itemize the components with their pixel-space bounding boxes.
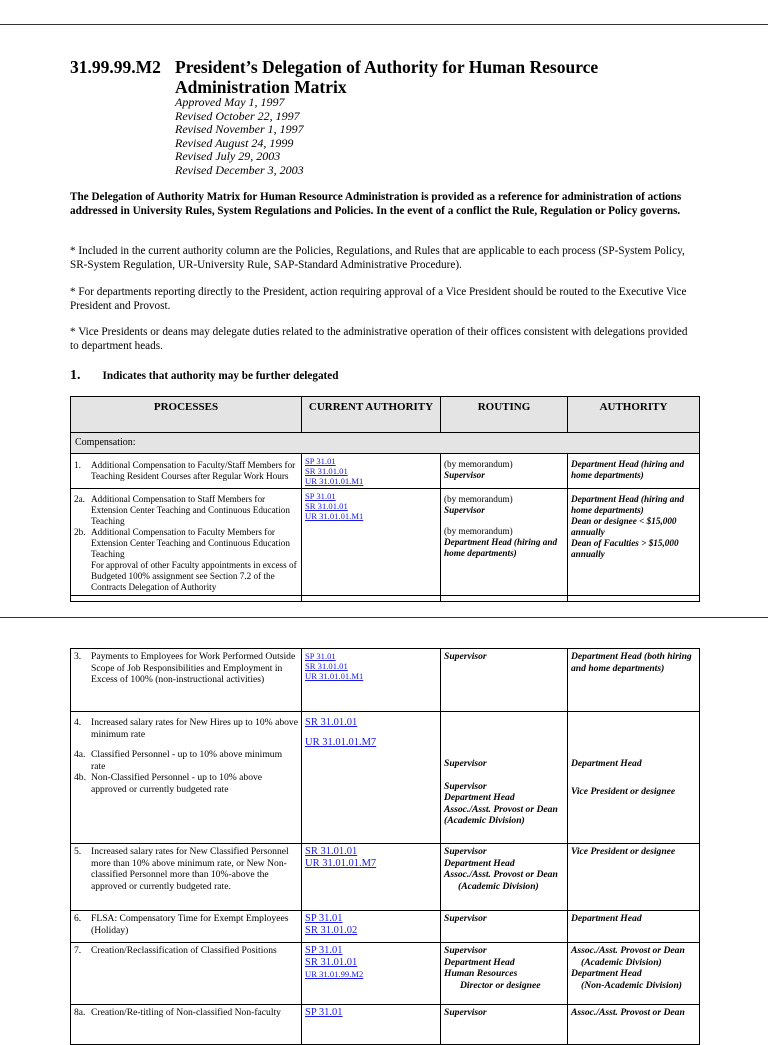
policy-link[interactable]: SP 31.01: [305, 1007, 343, 1018]
routing-text: (by memorandum): [444, 459, 513, 469]
routing-text: Supervisor: [444, 470, 485, 480]
note-authority-column: * Included in the current authority column are the Policies, Regulations, and Rules that are applicable to each process (SP-System Policy, SR-System Regulation, UR-University Rule, SAP-Standard Administrative Procedure).: [70, 245, 685, 271]
authority-text: Department Head: [571, 913, 642, 924]
policy-link[interactable]: UR 31.01.99.M2: [305, 969, 364, 979]
process-note: For approval of other Faculty appointments in excess of Budgeted 100% assignment see Section 7.2 of the Contracts Delegation of Authority: [91, 560, 297, 592]
date-line: Revised August 24, 1999: [175, 135, 294, 150]
date-line: Revised December 3, 2003: [175, 162, 304, 177]
policy-link[interactable]: UR 31.01.01.M7: [305, 737, 377, 748]
table-row: [71, 712, 700, 844]
process-text: Creation/Reclassification of Classified Positions: [91, 945, 277, 956]
row-number: 4.: [74, 717, 82, 728]
routing-text: Supervisor: [444, 846, 487, 857]
routing-text: Director or designee: [460, 979, 541, 991]
row-number: 7.: [74, 945, 82, 956]
page-top-rule: [0, 24, 768, 25]
routing-text: Supervisor: [444, 780, 487, 792]
intro-paragraph: The Delegation of Authority Matrix for Human Resource Administration is provided as a reference for administration of actions addressed in University Rules, System Regulations and Policies. In the event of a conflict the Rule, Regulation or Policy governs.: [70, 191, 682, 217]
policy-link[interactable]: SP 31.01: [305, 456, 336, 466]
policy-link[interactable]: SR 31.01.01: [305, 661, 348, 671]
column-header-authority: AUTHORITY: [568, 397, 700, 433]
table-row: [71, 489, 700, 596]
date-line: Approved May 1, 1997: [175, 95, 285, 109]
routing-text: (by memorandum): [444, 526, 513, 536]
date-line: Revised July 29, 2003: [175, 149, 281, 163]
routing-text: Supervisor: [444, 945, 487, 956]
row-number: 2b.: [74, 527, 86, 537]
delegation-legend-number: 1.: [70, 368, 81, 383]
authority-text: (Academic Division): [581, 956, 662, 968]
process-text: FLSA: Compensatory Time for Exempt Employees (Holiday): [91, 913, 289, 936]
row-number: 1.: [74, 460, 81, 470]
authority-text: Department Head (hiring and home departments): [571, 494, 685, 515]
process-text: Additional Compensation to Faculty Members for Extension Center Teaching and Continuous Education Teaching: [91, 527, 290, 559]
authority-text: Vice President or designee: [571, 846, 676, 857]
routing-text: Department Head: [444, 792, 515, 803]
row-number: 4b.: [74, 772, 86, 783]
routing-text: Supervisor: [444, 651, 487, 662]
row-number: 8a.: [74, 1007, 86, 1018]
authority-text: Department Head: [571, 968, 642, 979]
policy-link[interactable]: SR 31.01.01: [305, 717, 358, 728]
delegation-legend-text: Indicates that authority may be further delegated: [102, 370, 339, 382]
section-compensation: Compensation:: [71, 433, 700, 454]
authority-text: Department Head (both hiring and home departments): [571, 651, 692, 674]
authority-text: Dean of Faculties > $15,000 annually: [571, 538, 679, 559]
policy-link[interactable]: SR 31.01.01: [305, 846, 358, 857]
process-text: Increased salary rates for New Hires up to 10% above minimum rate: [91, 717, 298, 740]
authority-text: Assoc./Asst. Provost or Dean: [571, 945, 685, 956]
routing-text: Department Head (hiring and home departments): [444, 537, 558, 558]
policy-link[interactable]: SP 31.01: [305, 651, 336, 661]
authority-text: Dean or designee < $15,000 annually: [571, 516, 677, 537]
process-text: Additional Compensation to Faculty/Staff Members for Teaching Resident Courses after Regular Work Hours: [91, 460, 296, 481]
routing-text: (by memorandum): [444, 494, 513, 504]
process-text: Classified Personnel - up to 10% above minimum rate: [91, 749, 283, 772]
table-row: [71, 454, 700, 489]
date-line: Revised October 22, 1997: [175, 108, 300, 123]
row-number: 2a.: [74, 494, 85, 504]
routing-text: Assoc./Asst. Provost or Dean: [444, 869, 558, 880]
authority-text: Vice President or designee: [571, 785, 676, 797]
date-line: Revised November 1, 1997: [175, 122, 304, 136]
delegation-legend: [70, 368, 338, 384]
policy-number: 31.99.99.M2: [70, 57, 161, 77]
column-header-routing: ROUTING: [441, 397, 568, 433]
revision-dates: [175, 96, 304, 177]
column-header-current-authority: CURRENT AUTHORITY: [302, 397, 441, 433]
table-row: [71, 943, 700, 1005]
policy-link[interactable]: SR 31.01.01: [305, 501, 348, 511]
routing-text: Department Head: [444, 857, 515, 869]
policy-link[interactable]: UR 31.01.01.M1: [305, 511, 364, 521]
routing-text: Department Head: [444, 956, 515, 968]
authority-text: Assoc./Asst. Provost or Dean: [571, 1007, 685, 1018]
matrix-table-page2: [70, 648, 700, 1045]
routing-text: Supervisor: [444, 758, 487, 769]
note-delegate-duties: * Vice Presidents or deans may delegate duties related to the administrative operation of their offices consistent with delegations provided to department heads.: [70, 326, 688, 352]
process-text: Additional Compensation to Staff Members for Extension Center Teaching and Continuous Education Teaching: [91, 494, 290, 526]
page-break-rule: [0, 617, 768, 618]
routing-text: (Academic Division): [458, 880, 539, 892]
table-row: [71, 649, 700, 712]
process-text: Payments to Employees for Work Performed Outside Scope of Job Responsibilities and Employment in Excess of 100% (non-instructional activities): [91, 651, 296, 685]
authority-text: Department Head: [571, 758, 642, 769]
policy-link[interactable]: SR 31.01.01: [305, 466, 348, 476]
policy-link[interactable]: UR 31.01.01.M1: [305, 476, 364, 486]
routing-text: Assoc./Asst. Provost or Dean (Academic Division): [444, 803, 558, 826]
matrix-table-page1: [70, 396, 700, 602]
routing-text: Human Resources: [444, 968, 518, 979]
table-row: [71, 1005, 700, 1045]
policy-link[interactable]: SR 31.01.01: [305, 957, 358, 968]
table-row: [71, 844, 700, 911]
column-header-processes: PROCESSES: [71, 397, 302, 433]
routing-text: Supervisor: [444, 505, 485, 515]
process-text: Creation/Re-titling of Non-classified Non-faculty: [91, 1007, 281, 1018]
routing-text: Supervisor: [444, 1007, 487, 1018]
row-number: 5.: [74, 846, 82, 857]
authority-text: Department Head (hiring and home departments): [571, 459, 685, 480]
note-president-departments: * For departments reporting directly to the President, action requiring approval of a Vice President should be routed to the Executive Vice President and Provost.: [70, 286, 687, 312]
process-text: Increased salary rates for New Classified Personnel more than 10% above minimum rate, or New Non-classified Personnel more than 10%-above the approved or currently budgeted rate.: [91, 846, 289, 892]
policy-link[interactable]: UR 31.01.01.M7: [305, 858, 377, 869]
page-title: President’s Delegation of Authority for Human Resource Administration Matrix: [175, 57, 599, 97]
authority-text: (Non-Academic Division): [581, 979, 682, 991]
table-row: [71, 911, 700, 943]
policy-link[interactable]: SP 31.01: [305, 945, 343, 956]
policy-link[interactable]: SP 31.01: [305, 491, 336, 501]
process-text: Non-Classified Personnel - up to 10% above approved or currently budgeted rate: [91, 772, 263, 795]
row-number: 4a.: [74, 749, 86, 760]
policy-link[interactable]: SR 31.01.02: [305, 925, 358, 936]
policy-link[interactable]: SP 31.01: [305, 913, 343, 924]
routing-text: Supervisor: [444, 913, 487, 924]
row-number: 3.: [74, 651, 82, 662]
row-number: 6.: [74, 913, 82, 924]
policy-link[interactable]: UR 31.01.01.M1: [305, 671, 364, 681]
